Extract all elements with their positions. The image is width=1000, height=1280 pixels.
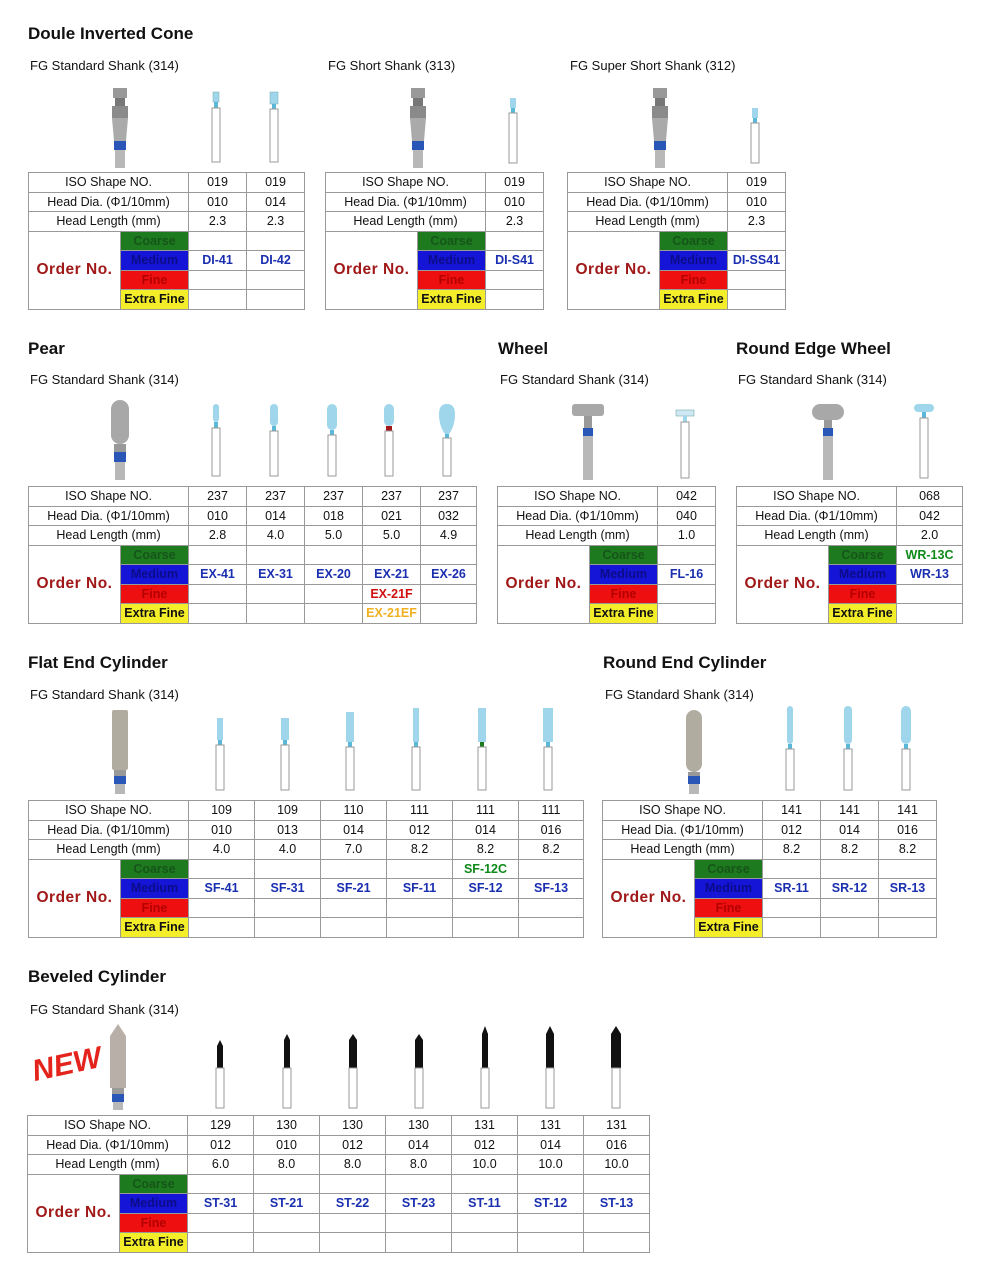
bur-diagram — [266, 90, 282, 166]
len-value: 4.0 — [247, 526, 305, 546]
bur-diagram — [411, 1032, 427, 1112]
len-value: 8.0 — [254, 1155, 320, 1175]
grit-extra-fine: Extra Fine — [829, 604, 897, 624]
grit-medium: Medium — [660, 251, 728, 271]
iso-value: 141 — [763, 801, 821, 821]
bur-diagram — [840, 704, 856, 794]
grit-fine: Fine — [590, 584, 658, 604]
dia-value: 010 — [254, 1135, 320, 1155]
bur-photo — [108, 398, 132, 482]
spec-table — [736, 486, 963, 624]
dia-value: 010 — [486, 192, 544, 212]
iso-value: 068 — [897, 487, 963, 507]
len-value: 2.3 — [247, 212, 305, 232]
iso-value: 237 — [305, 487, 363, 507]
bur-diagram — [212, 716, 228, 794]
len-value: 8.2 — [821, 840, 879, 860]
order-code: WR-13C — [897, 545, 963, 565]
grit-medium: Medium — [829, 565, 897, 585]
bur-diagram — [436, 402, 458, 480]
bur-photo — [108, 1022, 128, 1112]
bur-diagram — [674, 408, 696, 482]
bur-diagram — [898, 704, 914, 794]
dia-value: 010 — [189, 506, 247, 526]
iso-value: 019 — [728, 173, 786, 193]
len-label: Head Length (mm) — [603, 840, 763, 860]
shank-label: FG Short Shank (313) — [328, 58, 456, 73]
shank-label: FG Super Short Shank (312) — [570, 58, 736, 73]
iso-value: 237 — [363, 487, 421, 507]
order-code: ST-13 — [584, 1194, 650, 1214]
bur-diagram — [474, 706, 490, 794]
order-code: SR-13 — [879, 879, 937, 899]
dia-label: Head Dia. (Φ1/10mm) — [326, 192, 486, 212]
order-label: Order No. — [326, 231, 418, 309]
len-value: 10.0 — [584, 1155, 650, 1175]
shank-label: FG Standard Shank (314) — [30, 372, 179, 387]
bur-diagram — [408, 706, 424, 794]
grit-fine: Fine — [121, 898, 189, 918]
order-code: EX-21F — [363, 584, 421, 604]
grit-extra-fine: Extra Fine — [121, 918, 189, 938]
order-code: SF-12C — [453, 859, 519, 879]
dia-value: 010 — [189, 820, 255, 840]
grit-coarse: Coarse — [695, 859, 763, 879]
dia-value: 016 — [584, 1135, 650, 1155]
shank-label: FG Standard Shank (314) — [605, 687, 754, 702]
len-value: 10.0 — [452, 1155, 518, 1175]
iso-value: 237 — [247, 487, 305, 507]
order-label: Order No. — [568, 231, 660, 309]
len-label: Head Length (mm) — [568, 212, 728, 232]
dia-value: 014 — [247, 192, 305, 212]
grit-coarse: Coarse — [418, 231, 486, 251]
order-label: Order No. — [498, 545, 590, 623]
len-value: 8.2 — [763, 840, 821, 860]
len-value: 5.0 — [305, 526, 363, 546]
bur-diagram — [912, 402, 936, 482]
grit-coarse: Coarse — [829, 545, 897, 565]
iso-value: 130 — [320, 1116, 386, 1136]
dia-value: 012 — [188, 1135, 254, 1155]
len-value: 5.0 — [363, 526, 421, 546]
len-value: 8.2 — [387, 840, 453, 860]
dia-value: 018 — [305, 506, 363, 526]
section-title-round-end-cylinder: Round End Cylinder — [603, 653, 767, 672]
dia-label: Head Dia. (Φ1/10mm) — [29, 192, 189, 212]
grit-medium: Medium — [121, 565, 189, 585]
iso-value: 130 — [386, 1116, 452, 1136]
grit-medium: Medium — [418, 251, 486, 271]
grit-medium: Medium — [121, 251, 189, 271]
dia-value: 012 — [387, 820, 453, 840]
bur-photo — [108, 86, 132, 170]
dia-value: 014 — [821, 820, 879, 840]
dia-label: Head Dia. (Φ1/10mm) — [737, 506, 897, 526]
dia-value: 012 — [763, 820, 821, 840]
dia-value: 014 — [321, 820, 387, 840]
order-code: WR-13 — [897, 565, 963, 585]
iso-value: 237 — [421, 487, 477, 507]
len-value: 10.0 — [518, 1155, 584, 1175]
spec-table — [27, 1115, 650, 1253]
bur-diagram — [608, 1024, 624, 1112]
iso-label: ISO Shape NO. — [29, 801, 189, 821]
order-code: ST-12 — [518, 1194, 584, 1214]
shank-label: FG Standard Shank (314) — [500, 372, 649, 387]
grit-medium: Medium — [590, 565, 658, 585]
grit-extra-fine: Extra Fine — [695, 918, 763, 938]
order-code: SF-12 — [453, 879, 519, 899]
order-code: ST-23 — [386, 1194, 452, 1214]
iso-value: 109 — [255, 801, 321, 821]
dia-value: 010 — [728, 192, 786, 212]
len-value: 4.0 — [255, 840, 321, 860]
order-code: ST-22 — [320, 1194, 386, 1214]
order-code: DI-S41 — [486, 251, 544, 271]
iso-value: 129 — [188, 1116, 254, 1136]
dia-value: 040 — [658, 506, 716, 526]
order-code: DI-41 — [189, 251, 247, 271]
order-label: Order No. — [603, 859, 695, 937]
dia-value: 012 — [320, 1135, 386, 1155]
len-label: Head Length (mm) — [29, 526, 189, 546]
iso-label: ISO Shape NO. — [29, 487, 189, 507]
dia-label: Head Dia. (Φ1/10mm) — [498, 506, 658, 526]
spec-table — [567, 172, 786, 310]
order-label: Order No. — [29, 545, 121, 623]
order-code: SR-12 — [821, 879, 879, 899]
len-value: 6.0 — [188, 1155, 254, 1175]
grit-fine: Fine — [660, 270, 728, 290]
spec-table — [28, 800, 584, 938]
new-badge: NEW — [29, 1041, 105, 1088]
grit-fine: Fine — [121, 584, 189, 604]
len-value: 4.0 — [189, 840, 255, 860]
bur-diagram — [505, 96, 521, 166]
bur-diagram — [266, 402, 282, 480]
iso-value: 141 — [879, 801, 937, 821]
len-value: 1.0 — [658, 526, 716, 546]
spec-table — [28, 486, 477, 624]
bur-diagram — [542, 1024, 558, 1112]
len-value: 4.9 — [421, 526, 477, 546]
dia-value: 042 — [897, 506, 963, 526]
dia-label: Head Dia. (Φ1/10mm) — [28, 1135, 188, 1155]
order-code: SF-21 — [321, 879, 387, 899]
order-label: Order No. — [28, 1174, 120, 1252]
iso-value: 131 — [518, 1116, 584, 1136]
dia-value: 010 — [189, 192, 247, 212]
iso-label: ISO Shape NO. — [737, 487, 897, 507]
section-title-round-edge-wheel: Round Edge Wheel — [736, 339, 891, 358]
grit-extra-fine: Extra Fine — [121, 290, 189, 310]
len-value: 7.0 — [321, 840, 387, 860]
len-label: Head Length (mm) — [29, 840, 189, 860]
section-title-beveled-cylinder: Beveled Cylinder — [28, 967, 166, 986]
order-code: SF-31 — [255, 879, 321, 899]
shank-label: FG Standard Shank (314) — [30, 58, 179, 73]
shank-label: FG Standard Shank (314) — [738, 372, 887, 387]
grit-extra-fine: Extra Fine — [120, 1233, 188, 1253]
len-value: 2.3 — [189, 212, 247, 232]
grit-coarse: Coarse — [120, 1174, 188, 1194]
bur-diagram — [212, 1038, 228, 1112]
dia-value: 032 — [421, 506, 477, 526]
iso-value: 111 — [387, 801, 453, 821]
dia-label: Head Dia. (Φ1/10mm) — [568, 192, 728, 212]
bur-diagram — [342, 710, 358, 794]
bur-photo — [406, 86, 430, 170]
order-code: SF-41 — [189, 879, 255, 899]
section-title-pear: Pear — [28, 339, 65, 358]
len-label: Head Length (mm) — [29, 212, 189, 232]
iso-value: 109 — [189, 801, 255, 821]
dia-value: 016 — [879, 820, 937, 840]
section-title-double-inverted-cone: Doule Inverted Cone — [28, 24, 194, 43]
dia-label: Head Dia. (Φ1/10mm) — [29, 820, 189, 840]
len-label: Head Length (mm) — [737, 526, 897, 546]
len-value: 2.8 — [189, 526, 247, 546]
len-value: 8.0 — [320, 1155, 386, 1175]
iso-value: 130 — [254, 1116, 320, 1136]
order-code: EX-21 — [363, 565, 421, 585]
order-code: ST-21 — [254, 1194, 320, 1214]
bur-photo — [684, 708, 704, 796]
shank-label: FG Standard Shank (314) — [30, 1002, 179, 1017]
bur-photo — [648, 86, 672, 170]
grit-fine: Fine — [829, 584, 897, 604]
len-value: 8.2 — [453, 840, 519, 860]
section-title-flat-end-cylinder: Flat End Cylinder — [28, 653, 168, 672]
iso-value: 131 — [584, 1116, 650, 1136]
iso-value: 019 — [189, 173, 247, 193]
iso-label: ISO Shape NO. — [29, 173, 189, 193]
dia-label: Head Dia. (Φ1/10mm) — [29, 506, 189, 526]
order-code: EX-41 — [189, 565, 247, 585]
order-code: EX-31 — [247, 565, 305, 585]
len-value: 2.0 — [897, 526, 963, 546]
bur-diagram — [208, 90, 224, 166]
grit-extra-fine: Extra Fine — [660, 290, 728, 310]
bur-diagram — [277, 716, 293, 794]
order-code: SF-13 — [519, 879, 584, 899]
iso-label: ISO Shape NO. — [326, 173, 486, 193]
grit-fine: Fine — [418, 270, 486, 290]
len-value: 8.2 — [879, 840, 937, 860]
bur-diagram — [324, 402, 340, 480]
shank-label: FG Standard Shank (314) — [30, 687, 179, 702]
grit-coarse: Coarse — [660, 231, 728, 251]
grit-extra-fine: Extra Fine — [418, 290, 486, 310]
len-value: 8.0 — [386, 1155, 452, 1175]
iso-value: 042 — [658, 487, 716, 507]
grit-extra-fine: Extra Fine — [590, 604, 658, 624]
iso-value: 237 — [189, 487, 247, 507]
grit-coarse: Coarse — [121, 545, 189, 565]
bur-diagram — [540, 706, 556, 794]
iso-value: 019 — [486, 173, 544, 193]
grit-fine: Fine — [120, 1213, 188, 1233]
bur-diagram — [782, 704, 798, 794]
dia-value: 021 — [363, 506, 421, 526]
dia-label: Head Dia. (Φ1/10mm) — [603, 820, 763, 840]
order-code: EX-20 — [305, 565, 363, 585]
order-code: SF-11 — [387, 879, 453, 899]
grit-extra-fine: Extra Fine — [121, 604, 189, 624]
bur-photo — [568, 402, 608, 482]
len-label: Head Length (mm) — [28, 1155, 188, 1175]
iso-value: 131 — [452, 1116, 518, 1136]
order-code: DI-42 — [247, 251, 305, 271]
bur-diagram — [279, 1032, 295, 1112]
bur-diagram — [477, 1024, 493, 1112]
iso-label: ISO Shape NO. — [28, 1116, 188, 1136]
grit-coarse: Coarse — [121, 859, 189, 879]
dia-value: 012 — [452, 1135, 518, 1155]
grit-medium: Medium — [121, 879, 189, 899]
bur-diagram — [208, 402, 224, 480]
order-label: Order No. — [29, 231, 121, 309]
iso-value: 110 — [321, 801, 387, 821]
order-label: Order No. — [29, 859, 121, 937]
dia-value: 014 — [453, 820, 519, 840]
spec-table — [602, 800, 937, 938]
spec-table — [28, 172, 305, 310]
order-label: Order No. — [737, 545, 829, 623]
spec-table — [497, 486, 716, 624]
bur-photo — [110, 708, 130, 796]
grit-fine: Fine — [695, 898, 763, 918]
grit-coarse: Coarse — [121, 231, 189, 251]
dia-value: 014 — [386, 1135, 452, 1155]
len-value: 2.3 — [728, 212, 786, 232]
len-value: 8.2 — [519, 840, 584, 860]
iso-value: 111 — [453, 801, 519, 821]
iso-value: 141 — [821, 801, 879, 821]
spec-table — [325, 172, 544, 310]
bur-diagram — [345, 1032, 361, 1112]
order-code: ST-11 — [452, 1194, 518, 1214]
section-title-wheel: Wheel — [498, 339, 549, 358]
dia-value: 013 — [255, 820, 321, 840]
order-code: ST-31 — [188, 1194, 254, 1214]
grit-coarse: Coarse — [590, 545, 658, 565]
len-label: Head Length (mm) — [326, 212, 486, 232]
bur-diagram — [747, 106, 763, 166]
iso-value: 019 — [247, 173, 305, 193]
order-code: FL-16 — [658, 565, 716, 585]
order-code: EX-26 — [421, 565, 477, 585]
dia-value: 014 — [247, 506, 305, 526]
dia-value: 014 — [518, 1135, 584, 1155]
iso-label: ISO Shape NO. — [498, 487, 658, 507]
dia-value: 016 — [519, 820, 584, 840]
grit-medium: Medium — [695, 879, 763, 899]
len-value: 2.3 — [486, 212, 544, 232]
iso-label: ISO Shape NO. — [603, 801, 763, 821]
iso-value: 111 — [519, 801, 584, 821]
bur-diagram — [381, 402, 397, 480]
grit-medium: Medium — [120, 1194, 188, 1214]
order-code: DI-SS41 — [728, 251, 786, 271]
bur-photo — [808, 402, 848, 482]
order-code: EX-21EF — [363, 604, 421, 624]
iso-label: ISO Shape NO. — [568, 173, 728, 193]
grit-fine: Fine — [121, 270, 189, 290]
order-code: SR-11 — [763, 879, 821, 899]
len-label: Head Length (mm) — [498, 526, 658, 546]
